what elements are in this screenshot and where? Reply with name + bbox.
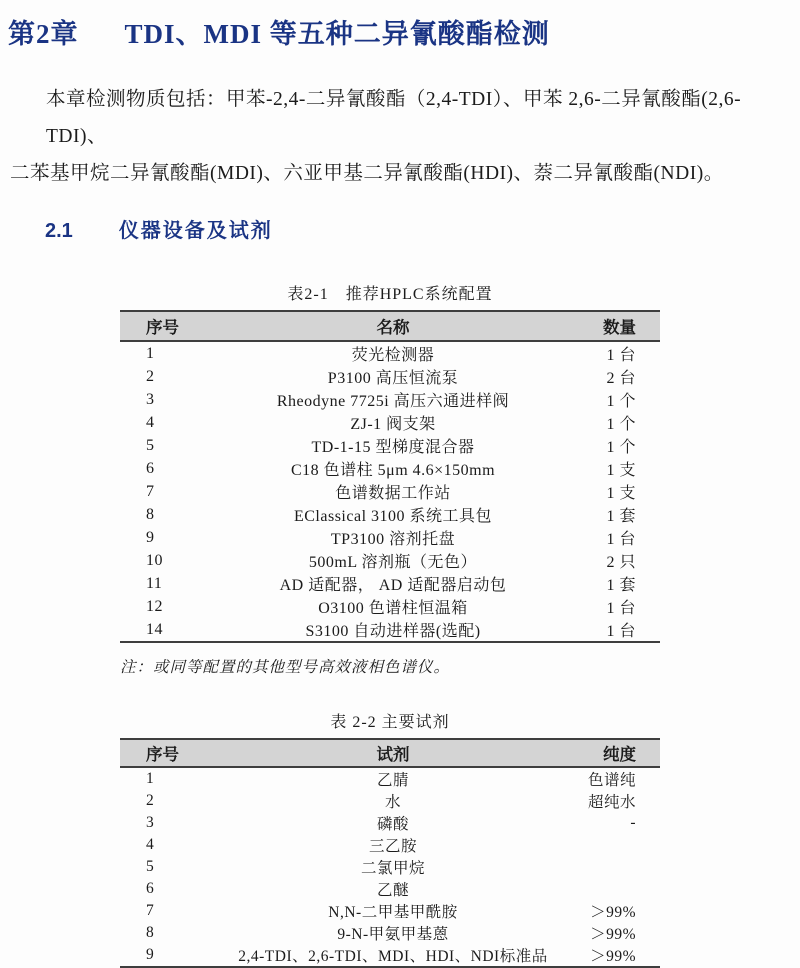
table-cell: TD-1-15 型梯度混合器 — [311, 439, 475, 456]
table1-caption: 表2-1 推荐HPLC系统配置 — [287, 286, 493, 303]
table-cell: 乙腈 — [376, 772, 409, 789]
table-cell: ＞99% — [590, 904, 636, 921]
table-cell: Rheodyne 7725i 高压六通进样阀 — [276, 393, 510, 410]
table-row — [120, 595, 660, 618]
table-cell: 磷酸 — [376, 816, 409, 833]
table-cell: 5 — [146, 436, 155, 454]
table-cell: EClassical 3100 系统工具包 — [293, 508, 493, 525]
table-row — [120, 812, 660, 834]
table-cell: 二氯甲烷 — [360, 860, 425, 877]
table-cell: 9-N-甲氨甲基蒽 — [337, 926, 449, 943]
table-cell: 2 只 — [606, 554, 636, 571]
table-row — [120, 572, 660, 595]
table-cell: 色谱数据工作站 — [335, 485, 451, 502]
table-cell: 10 — [146, 551, 163, 569]
table-cell: 1 套 — [606, 577, 636, 594]
table-cell — [548, 834, 660, 856]
table-cell: 乙醚 — [376, 882, 409, 899]
table-cell: C18 色谱柱 5μm 4.6×150mm — [290, 462, 496, 479]
table1-header-index: 序号 — [146, 318, 179, 337]
table-cell: 12 — [146, 597, 163, 615]
table2-header — [120, 739, 660, 767]
table-cell: 6 — [146, 459, 155, 477]
table-cell: 1 — [146, 344, 155, 362]
intro-paragraph — [10, 81, 786, 192]
table-cell: AD 适配器， AD 适配器启动包 — [279, 577, 507, 594]
table-cell: 1 — [146, 770, 155, 787]
table-cell: 4 — [146, 836, 155, 853]
table2-caption: 表 2-2 主要试剂 — [330, 714, 450, 731]
table-row — [120, 411, 660, 434]
table-cell: N,N-二甲基甲酰胺 — [328, 904, 458, 921]
table-row — [120, 341, 660, 365]
table-row — [120, 549, 660, 572]
table-row — [120, 856, 660, 878]
table-row — [120, 834, 660, 856]
table-cell: 8 — [146, 924, 155, 941]
table-cell: 1 个 — [606, 439, 636, 456]
table-row — [120, 526, 660, 549]
table-cell: 荧光检测器 — [351, 347, 435, 364]
table-cell: 色谱纯 — [587, 772, 636, 789]
table2-body — [120, 767, 660, 967]
table-row — [120, 480, 660, 503]
table-cell: ZJ-1 阀支架 — [350, 416, 436, 433]
table-cell: 3 — [146, 390, 155, 408]
table-cell: 4 — [146, 413, 155, 431]
table-cell: 1 套 — [606, 508, 636, 525]
table2-header-row — [120, 739, 660, 767]
table-cell: 5 — [146, 858, 155, 875]
table-cell: 1 台 — [606, 531, 636, 548]
table-cell: 超纯水 — [587, 794, 636, 811]
table-cell: 1 支 — [606, 462, 636, 479]
section-number: 2.1 — [45, 220, 73, 242]
table2-header-index: 序号 — [146, 745, 179, 764]
table1-header-name: 名称 — [376, 318, 410, 337]
table-cell: 2,4-TDI、2,6-TDI、MDI、HDI、NDI标准品 — [238, 948, 548, 965]
table-row — [120, 365, 660, 388]
table2-header-reagent: 试剂 — [376, 745, 410, 764]
table-cell: 3 — [146, 814, 155, 831]
table-row — [120, 767, 660, 790]
table-cell: 1 台 — [606, 623, 636, 640]
table-cell: 11 — [146, 574, 163, 592]
table-row — [120, 944, 660, 967]
table-cell: 三乙胺 — [368, 838, 417, 855]
chapter-title: TDI、MDI 等五种二异氰酸酯检测 — [124, 19, 550, 49]
table-row — [120, 922, 660, 944]
table-cell: 6 — [146, 880, 155, 897]
table-cell — [548, 878, 660, 900]
table-cell: 1 支 — [606, 485, 636, 502]
table-cell: 2 台 — [606, 370, 636, 387]
table-row — [120, 434, 660, 457]
chapter-number: 第2章 — [8, 19, 79, 49]
table1-header-qty: 数量 — [603, 318, 636, 337]
table-cell: 2 — [146, 792, 155, 809]
table-row — [120, 790, 660, 812]
table-cell: P3100 高压恒流泵 — [327, 370, 459, 387]
table1-header-row — [120, 311, 660, 341]
table-cell: 8 — [146, 505, 155, 523]
reagents-table — [120, 738, 660, 968]
table-cell: 1 台 — [606, 347, 636, 364]
intro-line-1: 本章检测物质包括：甲苯-2,4-二异氰酸酯（2,4-TDI）、甲苯 2,6-二异氰酸酯(2,6-TDI)、 — [46, 89, 742, 147]
table-cell: 14 — [146, 620, 163, 638]
table-row — [120, 457, 660, 480]
hplc-config-table — [120, 310, 660, 643]
intro-line-2: 二苯基甲烷二异氰酸酯(MDI)、六亚甲基二异氰酸酯(HDI)、萘二异氰酸酯(NDI)。 — [10, 163, 724, 184]
table-cell: 1 台 — [606, 600, 636, 617]
table-cell: ＞99% — [590, 926, 636, 943]
table-cell: 7 — [146, 482, 155, 500]
table-cell: 9 — [146, 528, 155, 546]
table-cell: 7 — [146, 902, 155, 919]
table-cell — [548, 856, 660, 878]
table2-header-purity: 纯度 — [603, 745, 636, 764]
chapter-heading — [8, 12, 800, 51]
table-cell: TP3100 溶剂托盘 — [330, 531, 456, 548]
table1-header — [120, 311, 660, 341]
table-row — [120, 503, 660, 526]
table-cell: S3100 自动进样器(选配) — [305, 623, 481, 640]
table-row — [120, 618, 660, 642]
table-cell: 1 个 — [606, 416, 636, 433]
table-cell: ＞99% — [590, 948, 636, 965]
table-cell: O3100 色谱柱恒温箱 — [318, 600, 468, 617]
table-cell: 500mL 溶剂瓶（无色） — [308, 554, 478, 571]
table-cell: 1 个 — [606, 393, 636, 410]
table-row — [120, 900, 660, 922]
table1-note: 注：或同等配置的其他型号高效液相色谱仪。 — [120, 659, 451, 676]
section-title: 仪器设备及试剂 — [118, 220, 273, 242]
table-cell: 水 — [384, 794, 401, 811]
table-cell: 2 — [146, 367, 155, 385]
table-row — [120, 878, 660, 900]
section-heading — [45, 214, 800, 243]
table1-body — [120, 341, 660, 642]
table-cell: - — [630, 814, 636, 831]
table-row — [120, 388, 660, 411]
table-cell: 9 — [146, 946, 155, 963]
